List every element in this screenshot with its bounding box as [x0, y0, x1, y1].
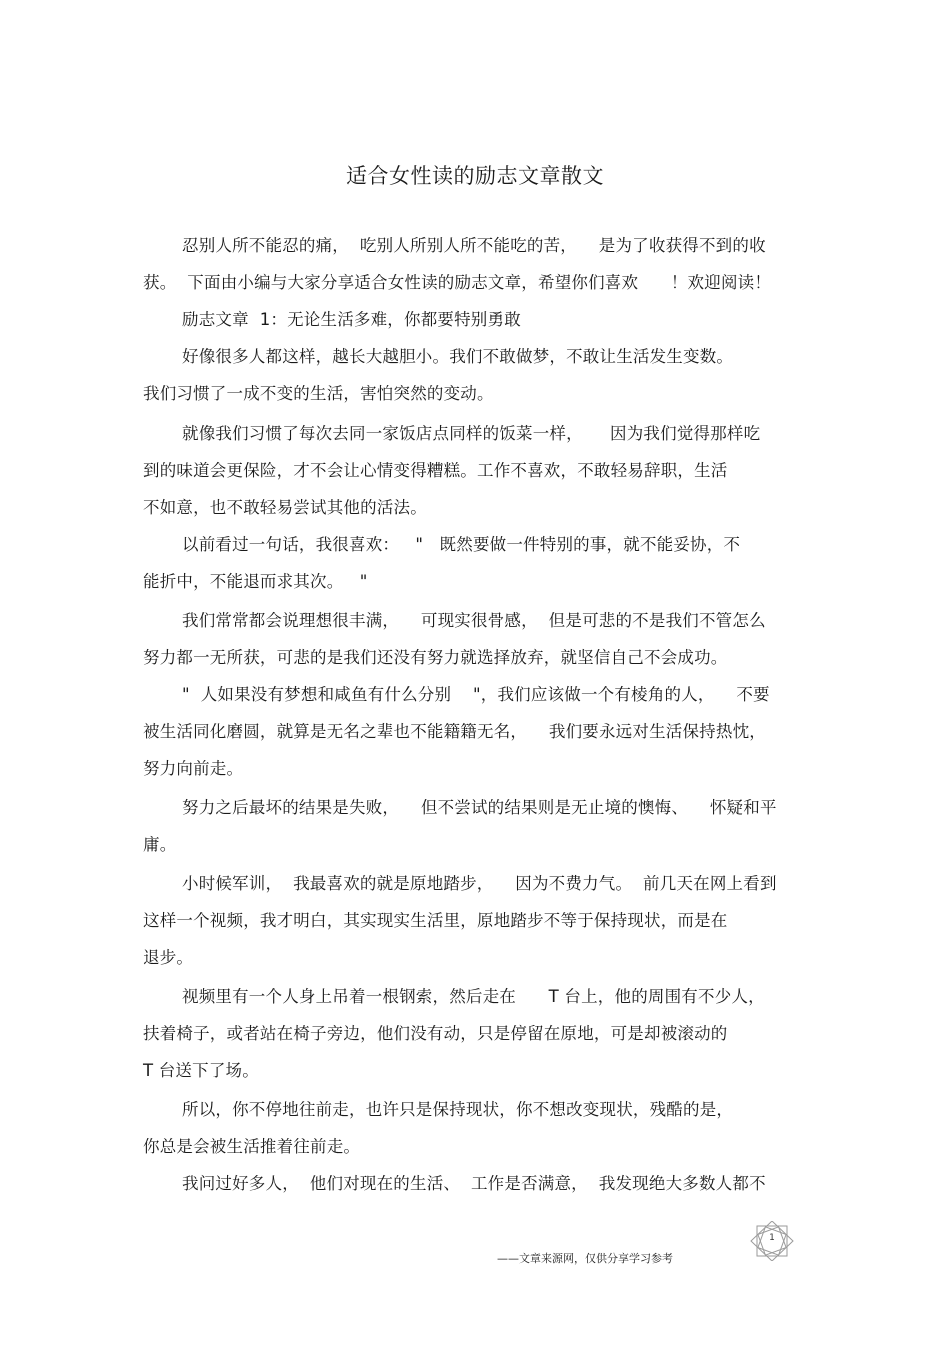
footer-source-text: ——文章来源网，仅供分享学习参考	[497, 1252, 673, 1265]
document-title: 适合女性读的励志文章散文	[346, 164, 604, 188]
body-line: 这样一个视频，我才明白，其实现实生活里，原地踏步不等于保持现状，而是在	[143, 911, 728, 930]
body-line: 就像我们习惯了每次去同一家饭店点同样的饭菜一样， 因为我们觉得那样吃	[182, 424, 761, 443]
body-line: 扶着椅子，或者站在椅子旁边，他们没有动，只是停留在原地，可是却被滚动的	[143, 1024, 728, 1043]
body-line: 退步。	[143, 948, 194, 967]
body-line: " 人如果没有梦想和咸鱼有什么分别 "，我们应该做一个有棱角的人， 不要	[182, 685, 770, 704]
body-line: 我们常常都会说理想很丰满， 可现实很骨感， 但是可悲的不是我们不管怎么	[182, 611, 766, 630]
body-line: 你总是会被生活推着往前走。	[143, 1137, 361, 1156]
body-line: 视频里有一个人身上吊着一根钢索，然后走在 T 台上，他的周围有不少人，	[182, 987, 765, 1006]
body-line: 努力之后最坏的结果是失败， 但不尝试的结果则是无止境的懊悔、 怀疑和平	[182, 798, 777, 817]
body-line: 能折中，不能退而求其次。 "	[143, 572, 368, 591]
body-line: 被生活同化磨圆，就算是无名之辈也不能籍籍无名， 我们要永远对生活保持热忱，	[143, 722, 766, 741]
body-line: T 台送下了场。	[143, 1061, 259, 1080]
body-line: 庸。	[143, 835, 177, 854]
body-line: 我问过好多人， 他们对现在的生活、 工作是否满意， 我发现绝大多数人都不	[182, 1174, 766, 1193]
body-line: 努力向前走。	[143, 759, 244, 778]
body-line: 不如意，也不敢轻易尝试其他的活法。	[143, 498, 427, 517]
body-line: 忍别人所不能忍的痛， 吃别人所别人所不能吃的苦， 是为了收获得不到的收	[182, 236, 766, 255]
body-line: 以前看过一句话，我很喜欢： " 既然要做一件特别的事，就不能妥协，不	[182, 535, 741, 554]
body-line: 获。 下面由小编与大家分享适合女性读的励志文章，希望你们喜欢 ！欢迎阅读！	[143, 273, 772, 292]
body-line: 励志文章 1：无论生活多难，你都要特别勇敢	[182, 310, 521, 329]
body-line: 我们习惯了一成不变的生活，害怕突然的变动。	[143, 384, 494, 403]
page-number-badge	[749, 1221, 795, 1261]
body-line: 小时候军训， 我最喜欢的就是原地踏步， 因为不费力气。 前几天在网上看到	[182, 874, 777, 893]
body-line: 努力都一无所获，可悲的是我们还没有努力就选择放弃，就坚信自己不会成功。	[143, 648, 728, 667]
body-line: 到的味道会更保险，才不会让心情变得糟糕。工作不喜欢，不敢轻易辞职，生活	[143, 461, 728, 480]
body-line: 好像很多人都这样，越长大越胆小。我们不敢做梦，不敢让生活发生变数。	[182, 347, 734, 366]
body-line: 所以，你不停地往前走，也许只是保持现状，你不想改变现状，残酷的是，	[182, 1100, 734, 1119]
page-number: 1	[769, 1233, 775, 1243]
